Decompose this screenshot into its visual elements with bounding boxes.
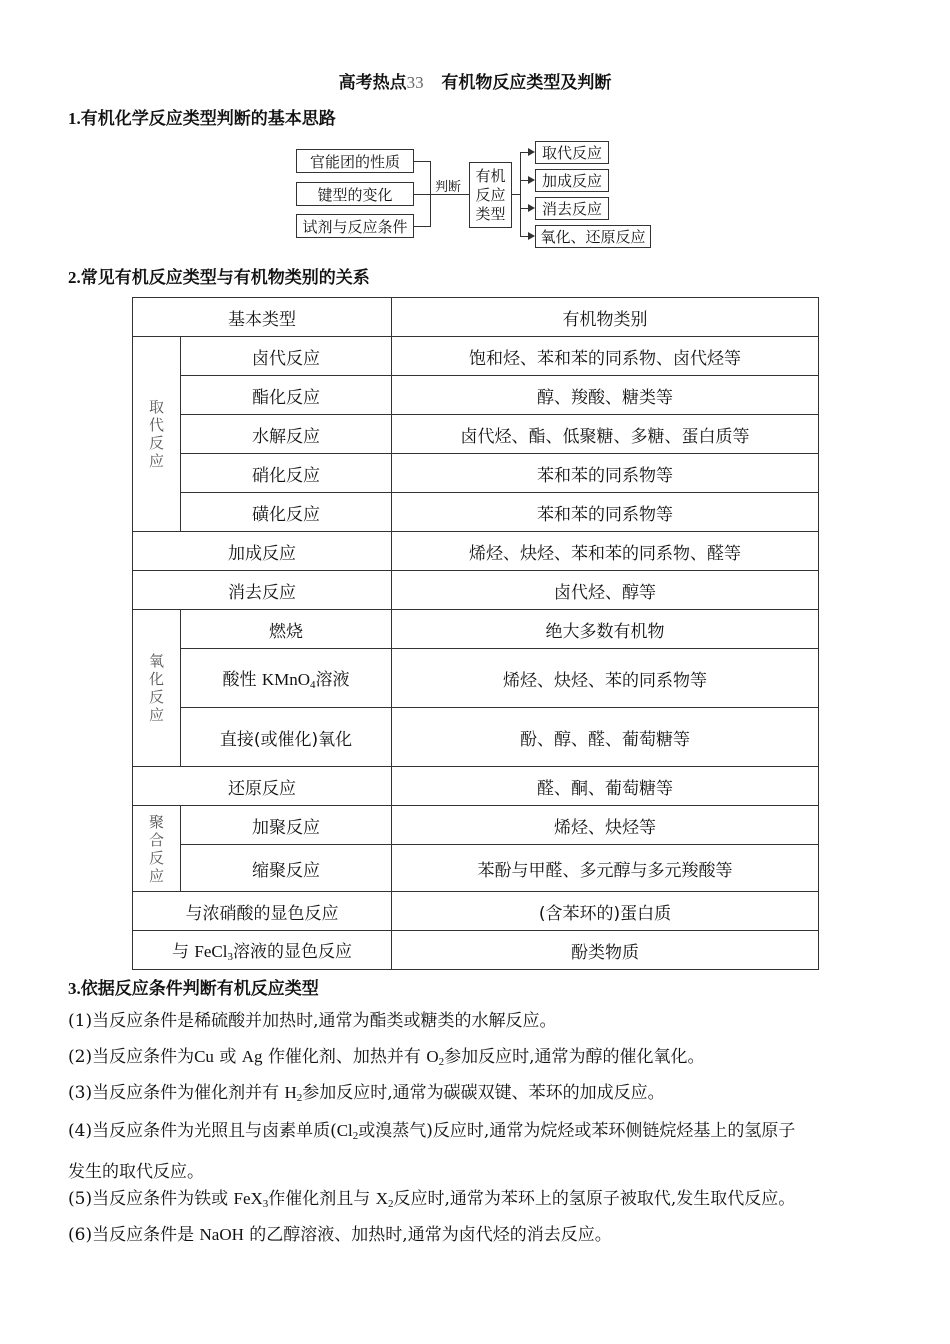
section-3-number: 3.: [68, 979, 81, 998]
arrow-icon: [528, 148, 535, 156]
row-category: 饱和烃、苯和苯的同系物、卤代烃等: [392, 337, 819, 376]
row-category: 烯烃、炔烃、苯和苯的同系物、醛等: [392, 532, 819, 571]
row-type: 水解反应: [181, 415, 392, 454]
section-1-heading: [68, 104, 336, 129]
connector-line: [414, 161, 430, 162]
section-3-text: 依据反应条件判断有机反应类型: [80, 979, 319, 999]
condition-item-5: (5)当反应条件为铁或 FeX$_3$作催化剂且与 $X_2$反应时,通常为苯环上的氢原子被取代,发生取代反应。: [68, 1189, 796, 1210]
connector-line: [520, 180, 528, 181]
center-line-3: 类型: [475, 204, 506, 223]
row-category: 绝大多数有机物: [392, 610, 819, 649]
page-title: [0, 68, 950, 93]
row-type: 与浓硝酸的显色反应: [133, 892, 392, 931]
row-type: 与 FeCl$_3$溶液的显色反应: [133, 931, 392, 970]
row-type: 消去反应: [133, 571, 392, 610]
diagram-judge-label: 判断: [435, 180, 462, 195]
table-row: [133, 708, 819, 767]
diagram-output-3: 消去反应: [535, 197, 609, 220]
table-row: [133, 493, 819, 532]
table-header-row: [133, 298, 819, 337]
section-2-text: 常见有机反应类型与有机物类别的关系: [80, 268, 370, 288]
row-category: 苯和苯的同系物等: [392, 493, 819, 532]
row-category: 苯和苯的同系物等: [392, 454, 819, 493]
connector-line: [520, 152, 521, 237]
group-oxidation: 氧 化 反 应: [133, 610, 181, 767]
row-type: 加聚反应: [181, 806, 392, 845]
group-polymerization: 聚 合 反 应: [133, 806, 181, 892]
row-type: 酯化反应: [181, 376, 392, 415]
table-row: [133, 337, 819, 376]
connector-line: [414, 194, 430, 195]
row-category: 烯烃、炔烃、苯的同系物等: [392, 649, 819, 708]
section-2-number: 2.: [68, 268, 81, 287]
table-row: [133, 571, 819, 610]
section-3-heading: [68, 974, 319, 999]
row-category: 醇、羧酸、糖类等: [392, 376, 819, 415]
group-substitution: 取 代 反 应: [133, 337, 181, 532]
arrow-icon: [528, 176, 535, 184]
row-type: 硝化反应: [181, 454, 392, 493]
row-type: 磺化反应: [181, 493, 392, 532]
table-row: [133, 649, 819, 708]
arrow-icon: [528, 232, 535, 240]
diagram-output-4: 氧化、还原反应: [535, 225, 651, 248]
row-category: 卤代烃、酯、低聚糖、多糖、蛋白质等: [392, 415, 819, 454]
reaction-type-table: [132, 297, 819, 970]
diagram-center-box: [469, 162, 512, 228]
table-row: [133, 532, 819, 571]
table-row: [133, 767, 819, 806]
header-category: 有机物类别: [392, 298, 819, 337]
connector-line: [520, 208, 528, 209]
row-category: 苯酚与甲醛、多元醇与多元羧酸等: [392, 845, 819, 892]
row-category: 酚、醇、醛、葡萄糖等: [392, 708, 819, 767]
diagram-input-3: 试剂与反应条件: [296, 214, 414, 238]
center-line-2: 反应: [475, 185, 506, 204]
row-category: (含苯环的)蛋白质: [392, 892, 819, 931]
condition-item-2: (2)当反应条件为Cu 或 Ag 作催化剂、加热并有 $O_2$参加反应时,通常为醇的催化氧化。: [68, 1047, 705, 1068]
center-line-1: 有机: [475, 166, 506, 185]
table-row: [133, 806, 819, 845]
row-type: 卤代反应: [181, 337, 392, 376]
condition-item-1: (1)当反应条件是稀硫酸并加热时,通常为酯类或糖类的水解反应。: [68, 1011, 557, 1031]
diagram-output-1: 取代反应: [535, 141, 609, 164]
table-row: [133, 454, 819, 493]
section-2-heading: [68, 263, 370, 288]
row-type: 酸性 KMnO$_4$溶液: [181, 649, 392, 708]
header-type: 基本类型: [133, 298, 392, 337]
connector-line: [414, 226, 430, 227]
row-category: 烯烃、炔烃等: [392, 806, 819, 845]
title-number: 33: [406, 73, 424, 92]
diagram-output-2: 加成反应: [535, 169, 609, 192]
connector-line: [520, 236, 528, 237]
row-type: 燃烧: [181, 610, 392, 649]
row-type: 还原反应: [133, 767, 392, 806]
table-row: [133, 415, 819, 454]
row-type: 直接(或催化)氧化: [181, 708, 392, 767]
diagram-input-1: 官能团的性质: [296, 149, 414, 173]
condition-item-3: (3)当反应条件为催化剂并有 $H_2$参加反应时,通常为碳碳双键、苯环的加成反应。: [68, 1083, 665, 1104]
title-text: 有机物反应类型及判断: [441, 73, 612, 93]
table-row: [133, 376, 819, 415]
connector-line: [512, 194, 520, 195]
row-type: 加成反应: [133, 532, 392, 571]
table-row: [133, 931, 819, 970]
row-category: 醛、酮、葡萄糖等: [392, 767, 819, 806]
section-1-text: 有机化学反应类型判断的基本思路: [80, 109, 336, 129]
section-1-number: 1.: [68, 109, 81, 128]
row-type: 缩聚反应: [181, 845, 392, 892]
title-prefix: 高考热点: [338, 73, 407, 93]
connector-line: [520, 152, 528, 153]
table-row: [133, 892, 819, 931]
diagram-input-2: 键型的变化: [296, 182, 414, 206]
row-category: 酚类物质: [392, 931, 819, 970]
row-category: 卤代烃、醇等: [392, 571, 819, 610]
table-row: [133, 845, 819, 892]
arrow-icon: [528, 204, 535, 212]
condition-item-4: (4)当反应条件为光照且与卤素单质($Cl_2$或溴蒸气)反应时,通常为烷烃或苯环侧链烷烃基上的氢原子 发生的取代反应。: [68, 1121, 796, 1182]
condition-item-6: (6)当反应条件是 NaOH 的乙醇溶液、加热时,通常为卤代烃的消去反应。: [68, 1225, 612, 1245]
table-row: [133, 610, 819, 649]
